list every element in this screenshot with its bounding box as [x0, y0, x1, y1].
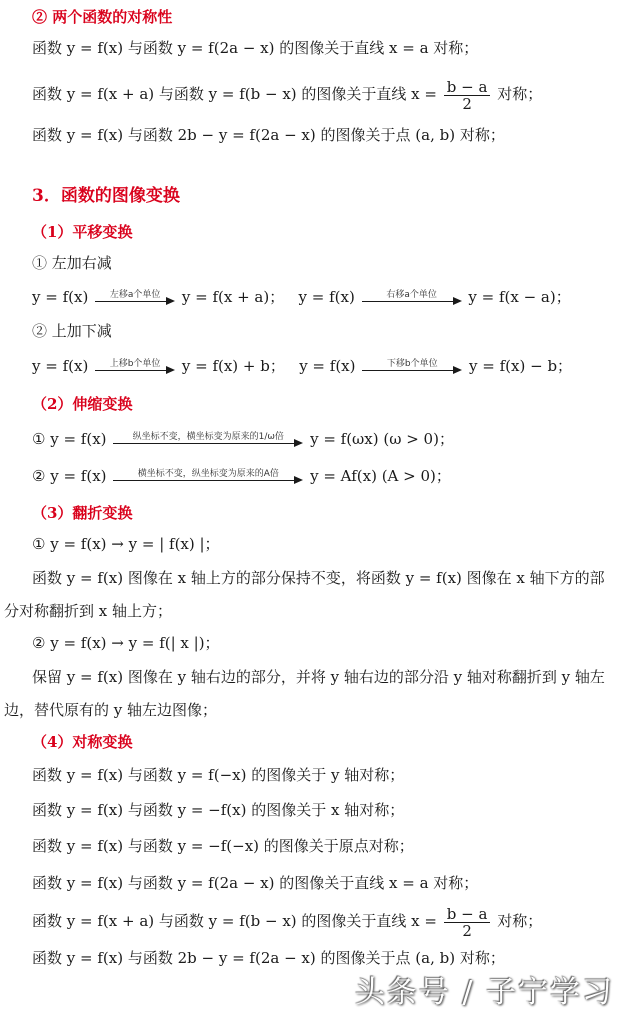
section-title-symmetry-two-functions: ② 两个函数的对称性 [32, 8, 173, 26]
text-line: 分对称翻折到 x 轴上方； [4, 602, 172, 620]
text-line: 函数 y = f(x) 图像在 x 轴上方的部分保持不变，将函数 y = f(x) 图像在 x 轴下方的部 [32, 569, 605, 587]
transform-line [32, 465, 624, 487]
text-line: 函数 y = f(x) 与函数 2b − y = f(2a − x) 的图像关于点 (a, b) 对称； [32, 949, 505, 967]
text-line: 函数 y = f(x) 与函数 y = f(2a − x) 的图像关于直线 x = a 对称； [32, 39, 479, 57]
fraction-denominator: 2 [462, 921, 472, 940]
fraction [444, 79, 491, 112]
arrow-label: 右移a个单位 [386, 290, 437, 300]
right-arrow-icon [113, 430, 303, 450]
right-arrow-icon [362, 357, 462, 377]
text-span: y = f(x) [299, 357, 356, 375]
subsection-title-flip: （3）翻折变换 [32, 504, 133, 522]
arrow-label: 左移a个单位 [109, 290, 161, 300]
text-line: 函数 y = f(x) 与函数 y = −f(−x) 的图像关于原点对称； [32, 837, 414, 855]
text-span: y = Af(x) (A > 0)； [310, 467, 451, 485]
text-span: ① y = f(x) [32, 430, 107, 448]
text-line-with-fraction [32, 903, 624, 939]
transform-line [32, 355, 624, 377]
text-span: 函数 y = f(x + a) 与函数 y = f(b − x) 的图像关于直线 x = [32, 912, 437, 930]
fraction-numerator: b − a [444, 906, 491, 923]
text-span: y = f(x) + b； [181, 357, 285, 375]
text-line: ① y = f(x) → y = | f(x) |； [32, 535, 220, 553]
text-span: y = f(x) [32, 288, 89, 306]
fraction-denominator: 2 [462, 94, 472, 113]
text-span: y = f(x + a)； [181, 288, 285, 306]
text-span: 对称； [497, 912, 543, 930]
text-span: y = f(x) [32, 357, 89, 375]
text-line: 边，替代原有的 y 轴左边图像； [4, 701, 218, 719]
text-span: y = f(x − a)； [468, 288, 571, 306]
right-arrow-icon [95, 288, 175, 308]
text-span: 函数 y = f(x + a) 与函数 y = f(b − x) 的图像关于直线 x = [32, 85, 437, 103]
text-line-with-fraction [32, 76, 624, 112]
text-span: y = f(x) [298, 288, 355, 306]
right-arrow-icon [113, 467, 303, 487]
text-line: ② y = f(x) → y = f(| x |)； [32, 634, 220, 652]
arrow-label: 上移b个单位 [109, 359, 161, 369]
text-span: ② y = f(x) [32, 467, 107, 485]
text-span: y = f(ωx) (ω > 0)； [310, 430, 454, 448]
subsection-title-symmetry-transform: （4）对称变换 [32, 733, 133, 751]
transform-line [32, 428, 624, 450]
watermark: 头条号 / 子宁学习 [354, 975, 614, 1010]
arrow-label: 下移b个单位 [386, 359, 438, 369]
right-arrow-icon [95, 357, 175, 377]
fraction [444, 906, 491, 939]
text-line: 保留 y = f(x) 图像在 y 轴右边的部分，并将 y 轴右边的部分沿 y 轴对称翻折到 y 轴左 [32, 668, 605, 686]
arrow-label: 横坐标不变，纵坐标变为原来的A倍 [137, 469, 279, 479]
transform-line [32, 286, 624, 308]
text-line: ① 左加右减 [32, 254, 112, 272]
fraction-numerator: b − a [444, 79, 491, 96]
text-span: 对称； [497, 85, 543, 103]
right-arrow-icon [362, 288, 462, 308]
subsection-title-scaling: （2）伸缩变换 [32, 395, 133, 413]
text-line: 函数 y = f(x) 与函数 y = −f(x) 的图像关于 x 轴对称； [32, 801, 405, 819]
text-span: y = f(x) − b； [469, 357, 573, 375]
text-line: ② 上加下减 [32, 322, 112, 340]
text-line: 函数 y = f(x) 与函数 2b − y = f(2a − x) 的图像关于点 (a, b) 对称； [32, 126, 505, 144]
text-line: 函数 y = f(x) 与函数 y = f(−x) 的图像关于 y 轴对称； [32, 766, 405, 784]
text-line: 函数 y = f(x) 与函数 y = f(2a − x) 的图像关于直线 x = a 对称； [32, 874, 479, 892]
subsection-title-translation: （1）平移变换 [32, 223, 133, 241]
section-title-image-transform: 3．函数的图像变换 [32, 186, 180, 206]
arrow-label: 纵坐标不变，横坐标变为原来的1/ω倍 [132, 432, 284, 442]
